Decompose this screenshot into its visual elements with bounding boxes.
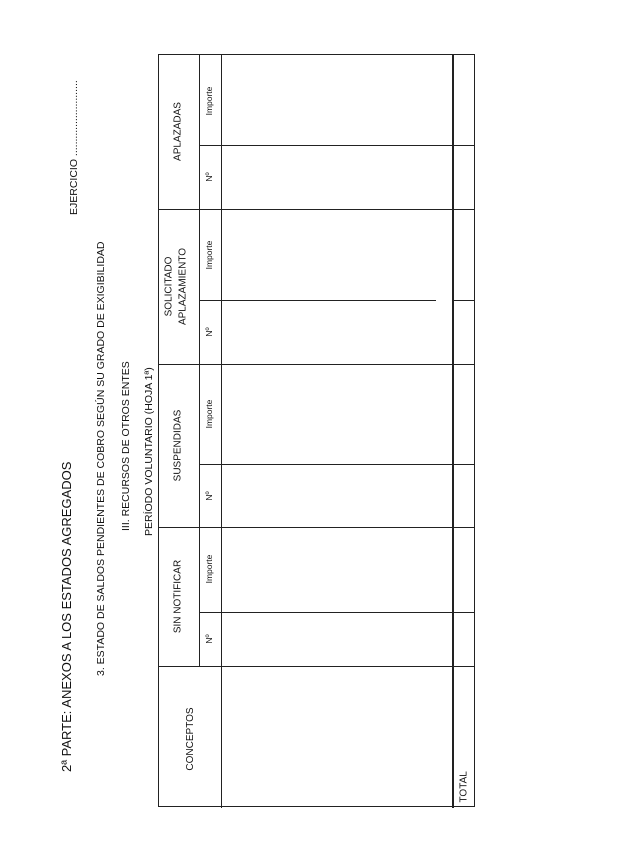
exercise-field: EJERCICIO .......................... (68, 80, 80, 215)
header-importe: Importe (204, 240, 214, 270)
header-suspendidas: SUSPENDIDAS (172, 409, 184, 482)
header-aplazamiento: APLAZAMIENTO (177, 247, 189, 326)
table-line (221, 54, 222, 808)
page-subtitle: 3. ESTADO DE SALDOS PENDIENTES DE COBRO SEGÚN SU GRADO DE EXIGIBILIDAD (95, 241, 107, 676)
header-aplazadas: APLAZADAS (172, 102, 184, 161)
header-importe: Importe (204, 554, 214, 584)
header-importe: Importe (204, 399, 214, 429)
table-line (158, 364, 475, 365)
header-no: Nº (204, 634, 214, 644)
total-label: TOTAL (458, 771, 470, 803)
header-no: Nº (204, 327, 214, 337)
table-line (452, 54, 454, 808)
header-importe: Importe (204, 86, 214, 116)
period-label: PERÍODO VOLUNTARIO (HOJA 1ª) (143, 367, 155, 536)
header-sin-notificar: SIN NOTIFICAR (172, 559, 184, 634)
header-no: Nº (204, 172, 214, 182)
table-line (199, 145, 475, 146)
page-title: 2ª PARTE: ANEXOS A LOS ESTADOS AGREGADOS (59, 461, 74, 772)
table-line (158, 666, 475, 667)
table-line (158, 209, 475, 210)
table-line (199, 612, 475, 613)
section-title: III. RECURSOS DE OTROS ENTES (120, 361, 132, 531)
header-solicitado: SOLICITADO (163, 256, 175, 317)
header-no: Nº (204, 491, 214, 501)
table-line (199, 300, 436, 301)
header-conceptos: CONCEPTOS (185, 707, 196, 771)
table-line (199, 464, 475, 465)
table-line (158, 527, 475, 528)
table-line (453, 300, 475, 301)
